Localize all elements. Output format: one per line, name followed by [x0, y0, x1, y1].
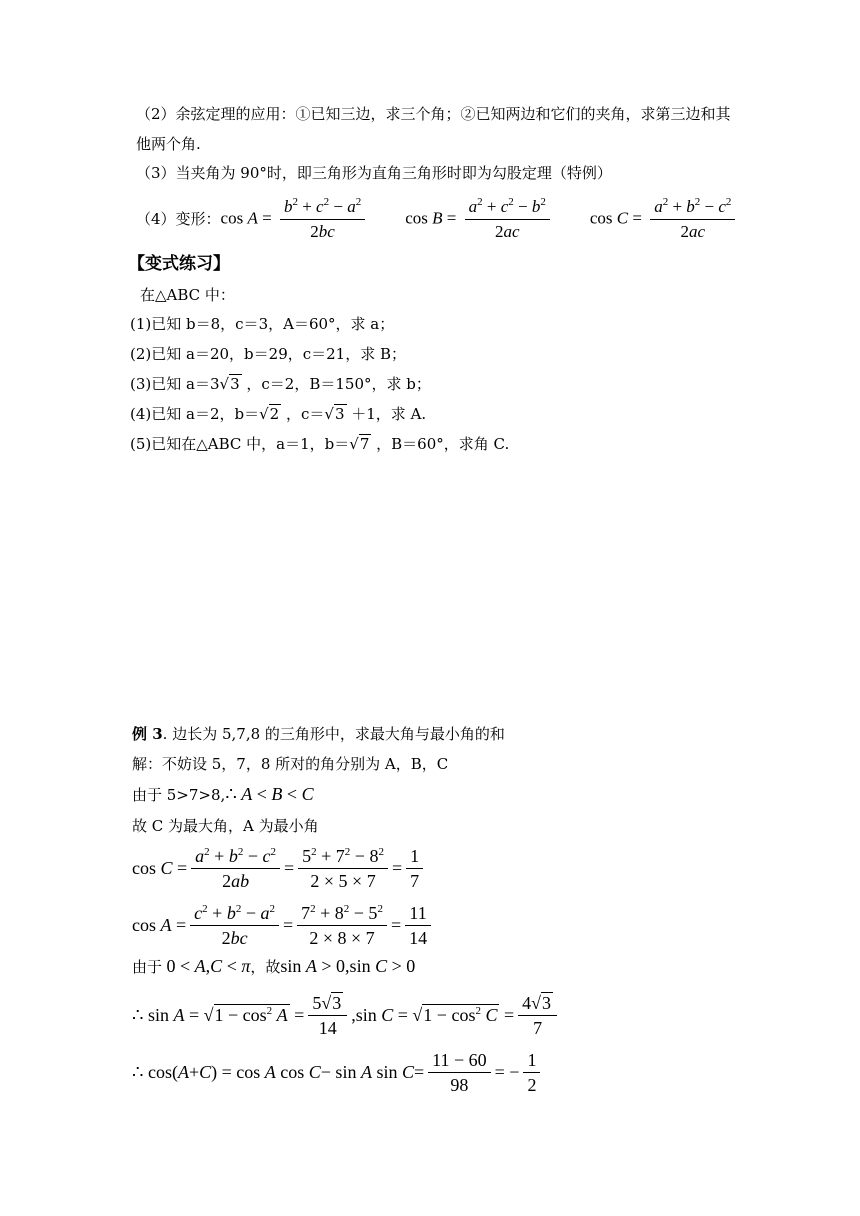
q4-radicand-2: 3 — [334, 405, 345, 423]
practice-intro: 在△ABC 中： — [140, 286, 235, 304]
practice-q2: (2)已知 a＝20，b＝29，c＝21，求 B； — [130, 345, 407, 363]
q3-text-a: (3)已知 a＝3 — [130, 375, 220, 393]
practice-q4: (4)已知 a＝2，b＝√2 ，c＝√3 ＋1，求 A. — [130, 405, 427, 423]
sin-computation: ∴ sin A = $√1 - \cos^2 A$ = $\frac{5√3}{14}$ ,sin C = $√1 - \cos^2 C$ = $\frac{4√3}{7}$ — [132, 990, 561, 1040]
item-2-line-1: （2）余弦定理的应用：①已知三边，求三个角；②已知两边和它们的夹角，求第三边和其 — [136, 105, 731, 123]
cos-c-formula: cos C = $\frac{a^2 + b^2 - c^2}{2ac}$ — [590, 197, 740, 242]
range-line: 由于 0 < A,C < π，故sin A > 0,sin C > 0 — [132, 956, 416, 976]
item-4-formulas — [136, 194, 739, 244]
range-mid: ，故 — [250, 958, 281, 976]
item-4-label: （4）变形： — [136, 210, 221, 228]
cos-a-computation: cos A = $\frac{c^2 + b^2 - a^2}{2bc}$ = $\frac{7^2 + 8^2 - 5^2}{2 \times 8 \times 7}$ = $\frac{11}{14}$ — [132, 900, 435, 950]
practice-q1: (1)已知 b＝8，c＝3，A＝60°，求 a； — [130, 315, 395, 333]
q5-radicand: 7 — [359, 435, 370, 453]
q5-text-a: (5)已知在△ABC 中，a＝1，b＝ — [130, 435, 350, 453]
solution-line-3: 故 C 为最大角，A 为最小角 — [132, 817, 319, 835]
q4-radicand-1: 2 — [269, 405, 280, 423]
example-3-text: . 边长为 5,7,8 的三角形中，求最大角与最小角的和 — [162, 725, 505, 743]
q5-text-b: ，B＝60°，求角 C. — [371, 435, 510, 453]
example-3-label: 例 3 — [132, 725, 163, 743]
cos-c-computation: cos C = $\frac{a^2 + b^2 - c^2}{2ab}$ = $\frac{5^2 + 7^2 - 8^2}{2 \times 5 \times 7}$ = $\frac{1}{7}$ — [132, 843, 427, 893]
example-3-title — [132, 724, 505, 744]
solution-line-2: 由于 5>7>8,∴ A < B < C — [132, 784, 314, 804]
cos-sum-computation: ∴ cos( A + C ) = cos A cos C − sin A sin C = $\frac{11 - 60}{98}$ = − $\frac{1}{2}$ — [132, 1047, 544, 1097]
item-3: （3）当夹角为 90°时，即三角形为直角三角形时即为勾股定理（特例） — [136, 164, 612, 182]
cos-a-formula: cos A = $\frac{b^2 + c^2 - a^2}{2bc}$ — [221, 197, 370, 242]
practice-heading: 【变式练习】 — [128, 254, 230, 274]
q4-text-a: (4)已知 a＝2，b＝ — [130, 405, 260, 423]
solution-line-1: 解：不妨设 5，7，8 所对的角分别为 A，B，C — [132, 755, 449, 773]
solution-line-2-text: 由于 5>7>8, — [132, 786, 226, 804]
range-text: 由于 — [132, 958, 163, 976]
q3-radicand: 3 — [230, 375, 240, 393]
q3-text-b: ，c＝2，B＝150°，求 b； — [241, 375, 431, 393]
q4-text-c: ＋1，求 A. — [346, 405, 427, 423]
cos-b-formula: cos B = $\frac{a^2 + c^2 - b^2}{2ac}$ — [405, 197, 554, 242]
q4-text-b: ，c＝ — [281, 405, 325, 423]
practice-q5: (5)已知在△ABC 中，a＝1，b＝√7 ，B＝60°，求角 C. — [130, 435, 510, 453]
item-2-line-2: 他两个角. — [136, 135, 201, 153]
practice-q3: (3)已知 a＝3√3 ，c＝2，B＝150°，求 b； — [130, 375, 431, 393]
